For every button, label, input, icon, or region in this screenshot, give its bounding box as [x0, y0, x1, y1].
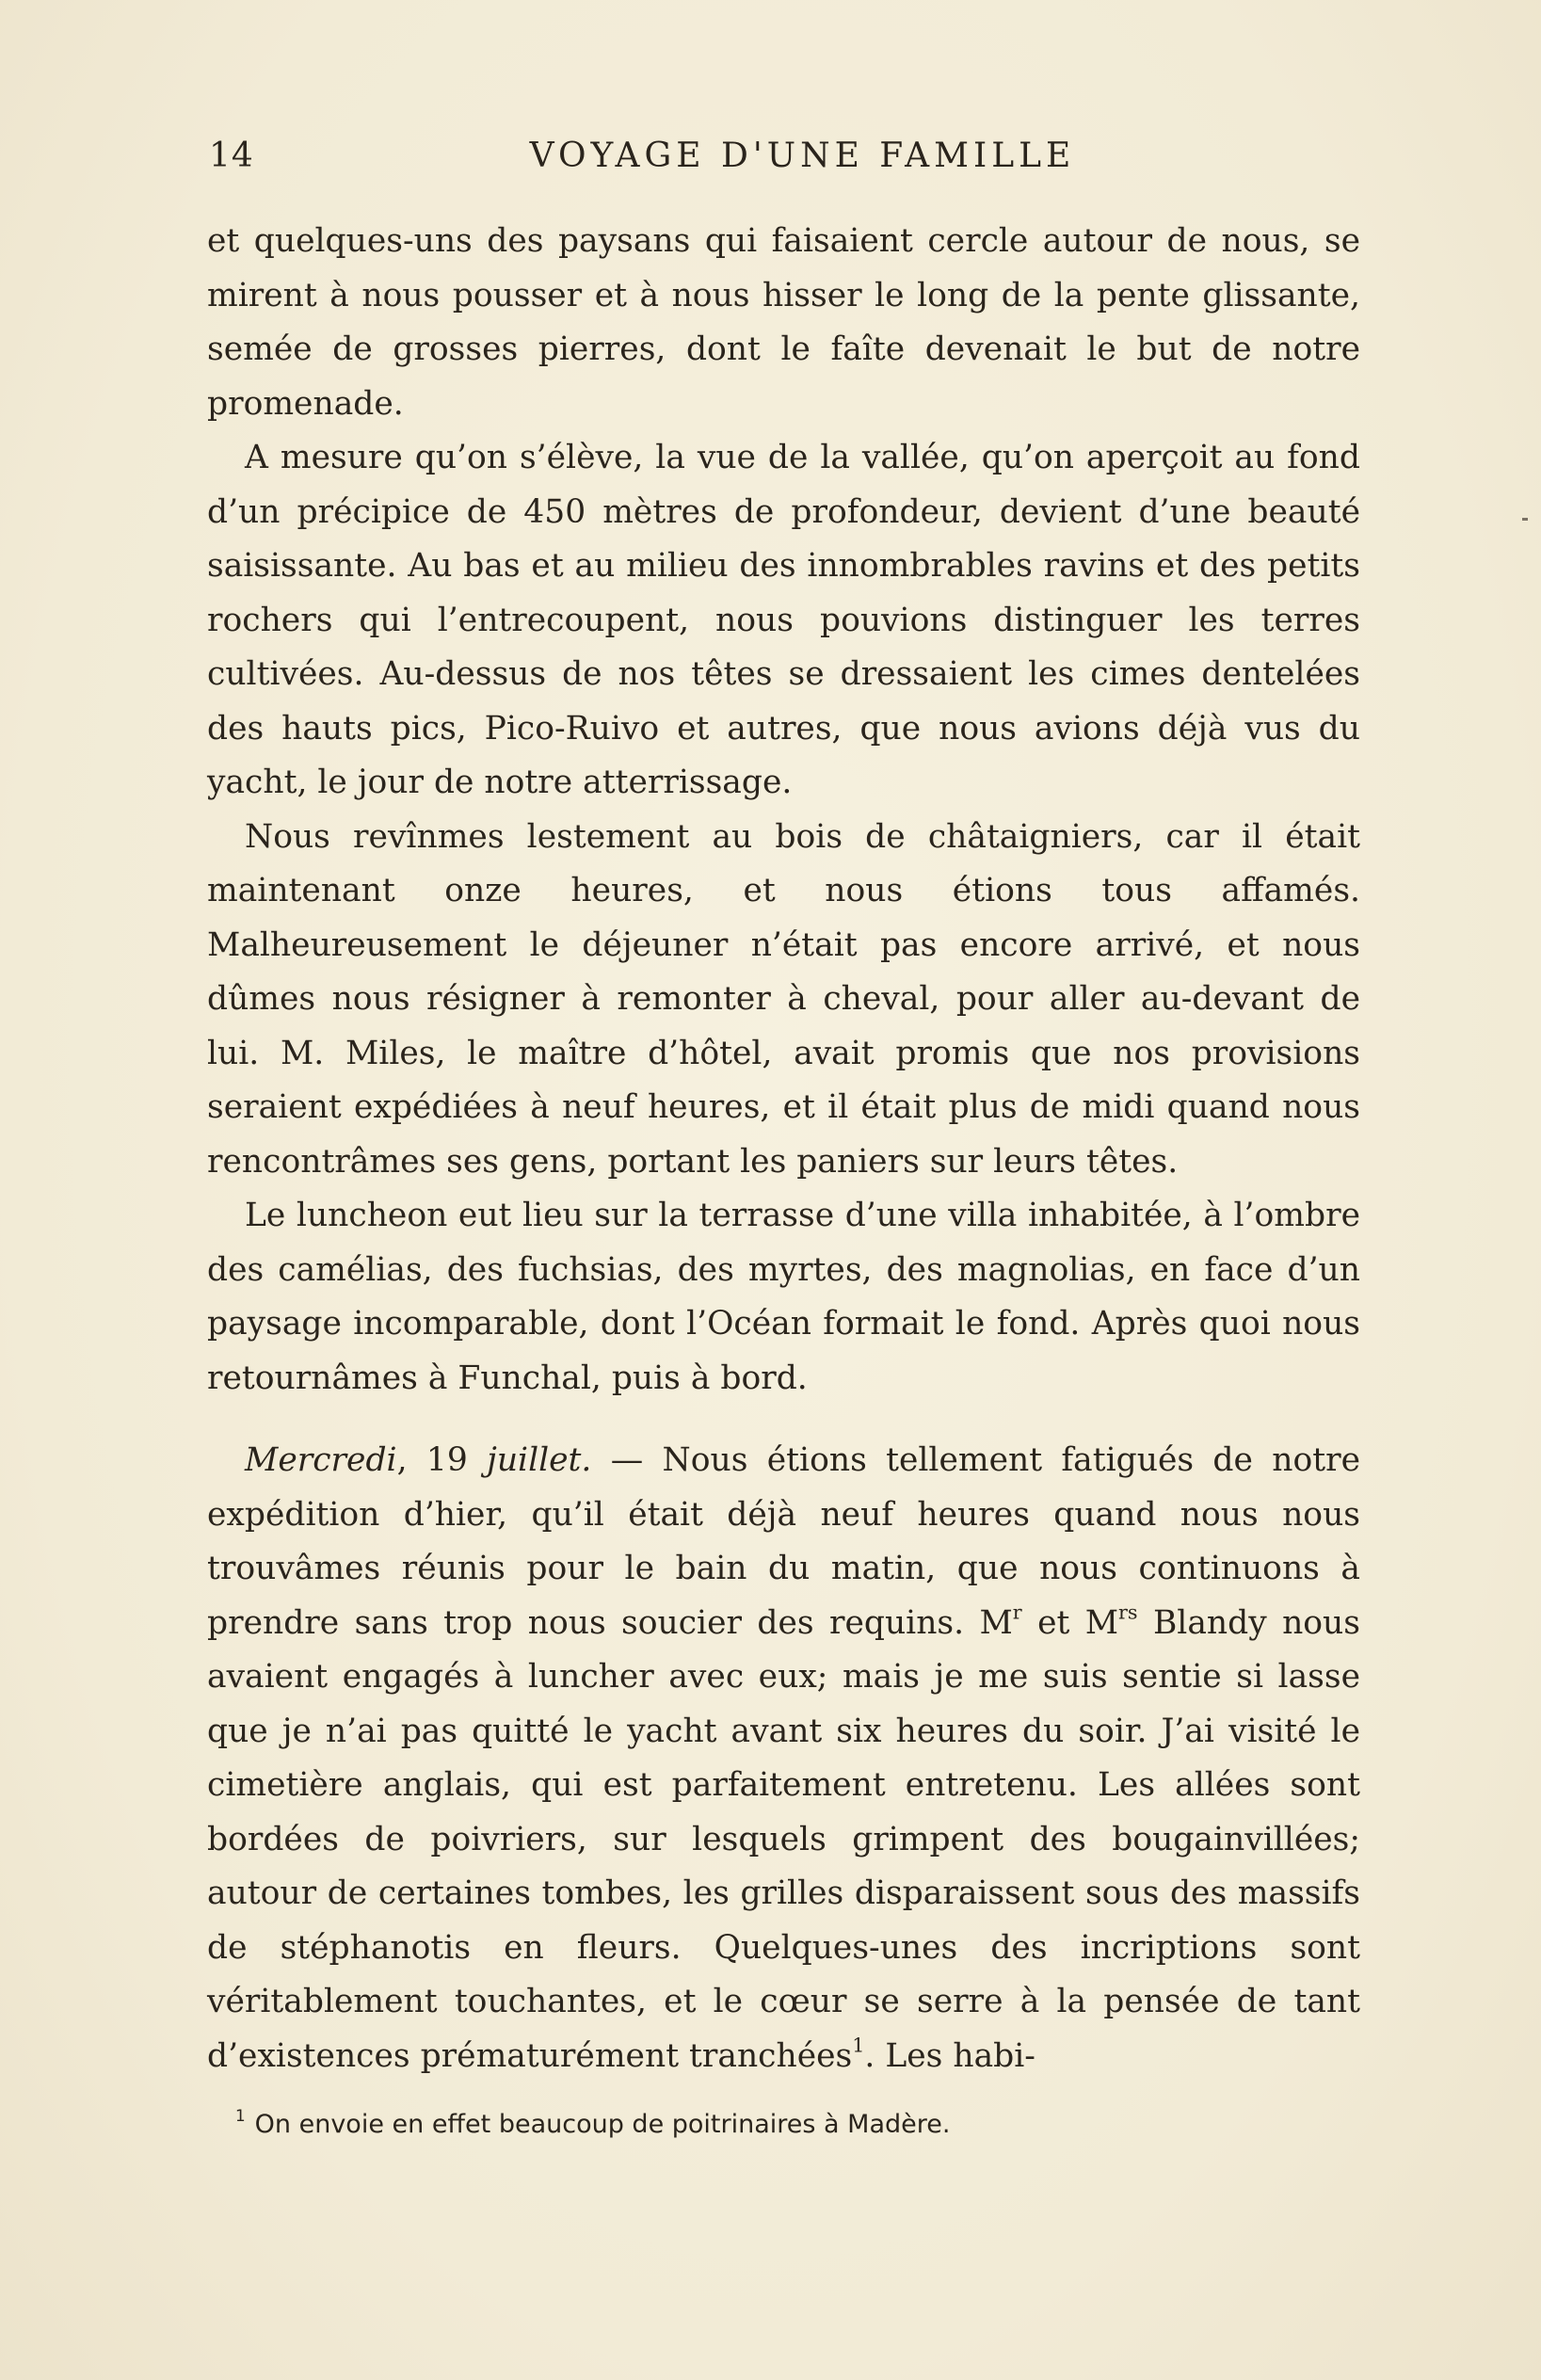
entry-month: juillet. — [487, 1441, 592, 1479]
entry-text-part-2: et M — [1021, 1603, 1119, 1642]
footnote-text: On envoie en effet beaucoup de poitrinaires à Madère. — [254, 2110, 951, 2139]
margin-mark — [1522, 518, 1528, 521]
body-text — [207, 215, 1360, 2083]
mrs-superscript: rs — [1118, 1600, 1138, 1623]
entry-day: Mercredi — [245, 1441, 397, 1479]
paragraph-lunch-delay: Nous revînmes lestement au bois de châtaigniers, car il était maintenant onze heures, et nous étions tous affamés. Malheureusement le déjeuner n’était pas encore arrivé, et nous dûmes nous résigner à remonter à cheval, pour aller au-devant de lui. M. Miles, le maître d’hôtel, avait promis que nos provisions seraient expédiées à neuf heures, et il était plus de midi quand nous rencontrâmes ses gens, portant les paniers sur leurs têtes. — [207, 817, 1360, 1181]
paragraph-valley-view: A mesure qu’on s’élève, la vue de la vallée, qu’on aperçoit au fond d’un précipice de 450 mètres de profondeur, devient d’une beauté saisissante. Au bas et au milieu des innombrables ravins et des petits rochers qui l’entrecoupent, nous pouvions distinguer les terres cultivées. Au-dessus de nos têtes se dressaient les cimes dentelées des hauts pics, Pico-Ruivo et autres, que nous avions déjà vus du yacht, le jour de notre atterrissage. — [207, 439, 1360, 801]
mr-superscript: r — [1012, 1600, 1022, 1623]
paragraph-diary-entry — [207, 1434, 1360, 2083]
footnote-reference: 1 — [852, 2033, 865, 2056]
paragraph-continuation: et quelques-uns des paysans qui faisaient cercle autour de nous, se mirent à nous pousser et à nous hisser le long de la pente glissante, semée de grosses pierres, dont le faîte devenait le but de notre promenade. — [207, 222, 1360, 423]
footnote — [235, 2106, 1356, 2144]
entry-text-part-1: — Nous étions tellement fatigués de notre expédition d’hier, qu’il était déjà neuf heures quand nous nous trouvâmes réunis pour le bain du matin, que nous continuons à prendre sans trop nous soucier des requins. M — [207, 1441, 1360, 1642]
running-title: VOYAGE D'UNE FAMILLE — [529, 137, 1076, 175]
footnote-mark: 1 — [235, 2106, 246, 2126]
entry-text-part-4: . Les habi- — [864, 2036, 1035, 2075]
entry-day-number: , 19 — [396, 1441, 488, 1479]
entry-text-part-3: Blandy nous avaient engagés à luncher avec eux; mais je me suis sentie si lasse que je n’ai pas quitté le yacht avant six heures du soir. J’ai visité le cimetière anglais, qui est parfaitement entretenu. Les allées sont bordées de poivriers, sur lesquels grimpent des bougainvillées; autour de certaines tombes, les grilles disparaissent sous des massifs de stéphanotis en fleurs. Quelques-unes des incriptions sont véritablement touchantes, et le cœur se serre à la pensée de tant d’existences prématurément tranchées — [207, 1603, 1360, 2075]
paragraph-luncheon: Le luncheon eut lieu sur la terrasse d’une villa inhabitée, à l’ombre des camélias, des fuchsias, des myrtes, des magnolias, en face d’un paysage incomparable, dont l’Océan formait le fond. Après quoi nous retournâmes à Funchal, puis à bord. — [207, 1197, 1360, 1397]
page-header — [207, 137, 1360, 184]
page-number: 14 — [209, 137, 254, 175]
